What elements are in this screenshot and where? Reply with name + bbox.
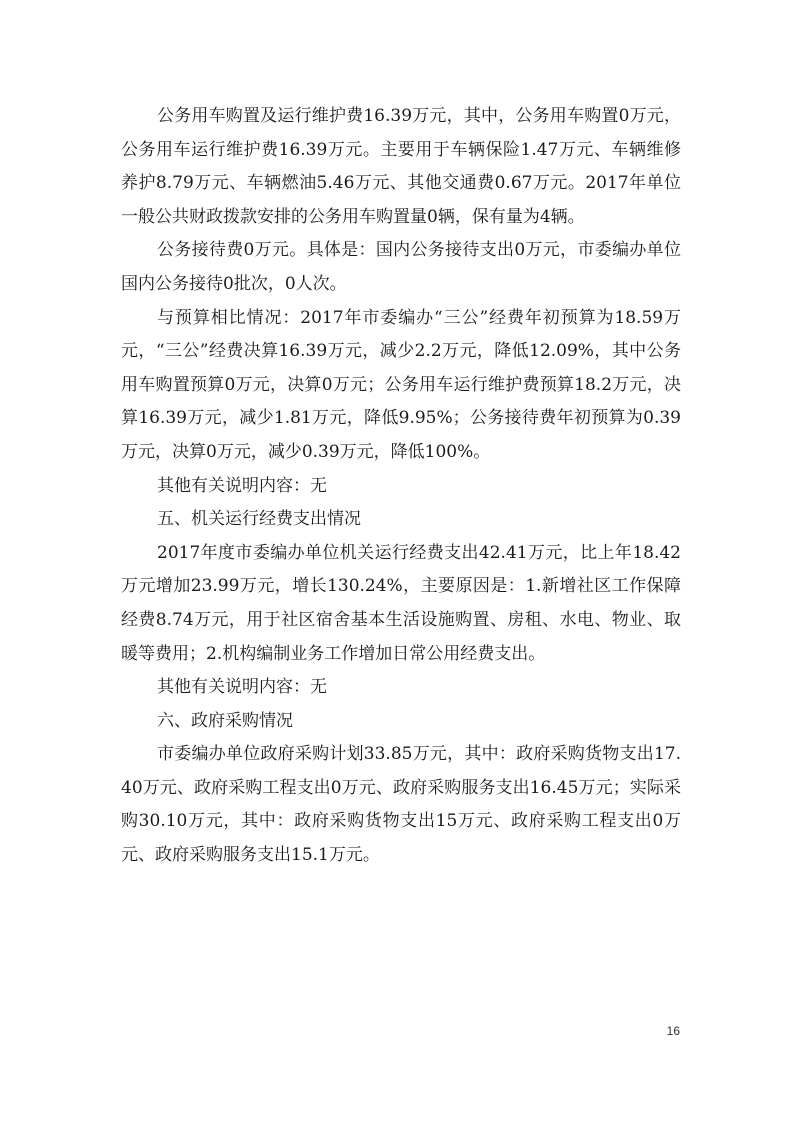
page-number: 16 [666, 1024, 680, 1038]
paragraph-vehicle-costs: 公务用车购置及运行维护费16.39万元，其中，公务用车购置0万元，公务用车运行维护费16.39万元。主要用于车辆保险1.47万元、车辆维修养护8.79万元、车辆燃油5.46万元、其他交通费0.67万元。2017年单位一般公共财政拨款安排的公务用车购置量0辆，保有量为4辆。 [121, 106, 681, 227]
paragraph-procurement: 市委编办单位政府采购计划33.85万元，其中：政府采购货物支出17.40万元、政府采购工程支出0万元、政府采购服务支出16.45万元；实际采购30.10万元，其中：政府采购货物支出15万元、政府采购工程支出0万元、政府采购服务支出15.1万元。 [121, 744, 681, 866]
paragraph-operating-expenses: 2017年度市委编办单位机关运行经费支出42.41万元，比上年18.42万元增加23.99万元，增长130.24%，主要原因是：1.新增社区工作保障经费8.74万元，用于社区宿舍基本生活设施购置、房租、水电、物业、取暖等费用；2.机构编制业务工作增加日常公用经费支出。 [121, 542, 681, 664]
paragraph-budget-comparison: 与预算相比情况：2017年市委编办“三公”经费年初预算为18.59万元，“三公”经费决算16.39万元，减少2.2万元，降低12.09%，其中公务用车购置预算0万元，决算0万元；公务用车运行维护费预算18.2万元，决算16.39万元，减少1.81万元，降低9.95%；公务接待费年初预算为0.39万元，决算0万元，减少0.39万元，降低100%。 [121, 307, 681, 462]
section-heading-operating-expenses: 五、机关运行经费支出情况 [157, 509, 361, 530]
paragraph-reception-costs: 公务接待费0万元。具体是：国内公务接待支出0万元，市委编办单位国内公务接待0批次，0人次。 [121, 240, 681, 294]
section-heading-procurement: 六、政府采购情况 [157, 710, 293, 731]
document-body [121, 100, 681, 873]
paragraph-other-notes-1: 其他有关说明内容：无 [157, 475, 327, 496]
paragraph-other-notes-2: 其他有关说明内容：无 [157, 677, 327, 698]
